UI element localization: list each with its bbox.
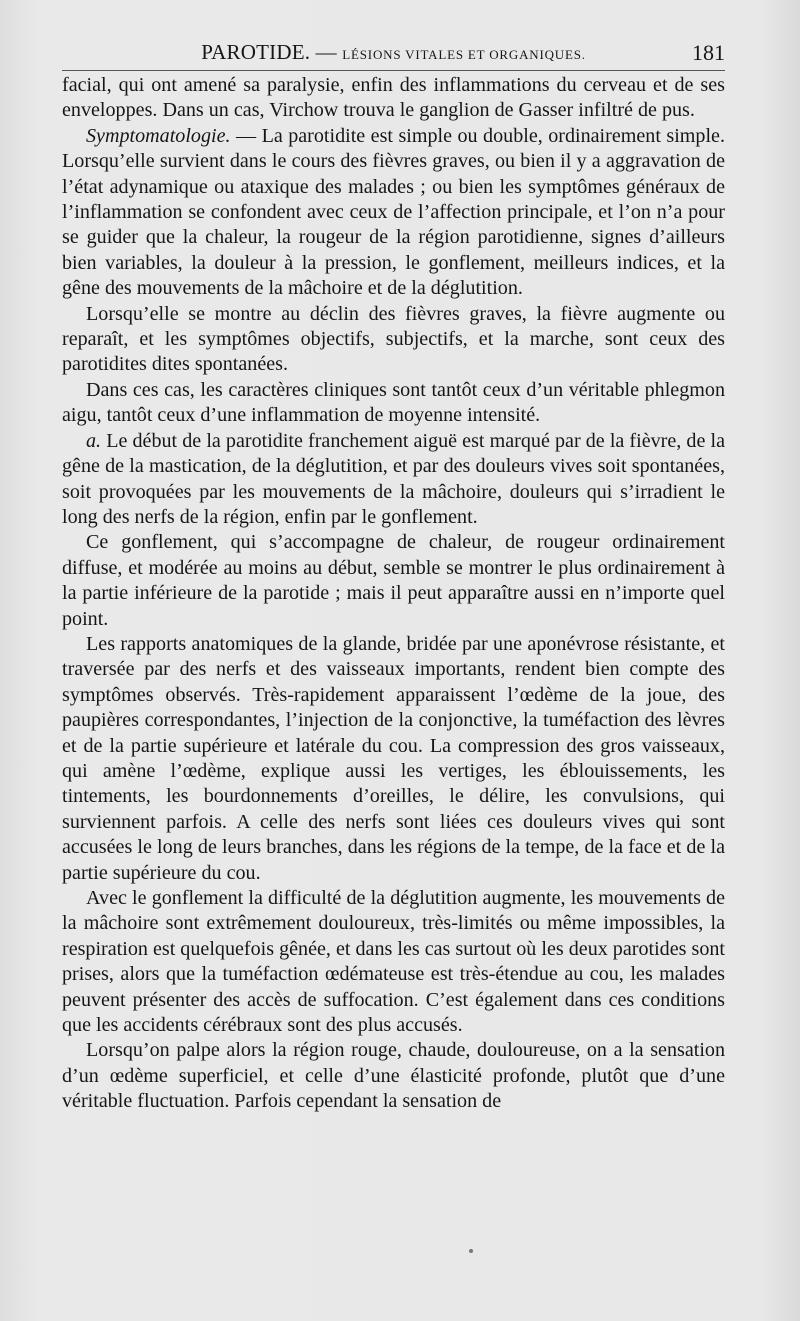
running-title-main: PAROTIDE.	[201, 40, 311, 64]
paragraph-text: Lorsqu’elle se montre au déclin des fièvres graves, la fièvre augmente ou reparaît, et les symptômes objectifs, subjectifs, et la marche, sont ceux des parotidites dites spontanées.	[62, 302, 725, 376]
ink-speck	[469, 1249, 473, 1253]
header-rule	[62, 70, 725, 71]
paragraph	[62, 378, 725, 429]
paragraph	[62, 632, 725, 886]
running-title-dash: —	[315, 40, 337, 64]
paragraph-text: Dans ces cas, les caractères cliniques sont tantôt ceux d’un véritable phlegmon aigu, tantôt ceux d’une inflammation de moyenne intensité.	[62, 378, 725, 427]
list-marker: a.	[86, 429, 102, 452]
paragraph	[62, 886, 725, 1038]
running-head	[62, 40, 725, 70]
page-number: 181	[692, 40, 725, 65]
paragraph	[62, 302, 725, 378]
paragraph-text: facial, qui ont amené sa paralysie, enfin des inflammations du cerveau et de ses enveloppes. Dans un cas, Virchow trouva le ganglion de Gasser infiltré de pus.	[62, 74, 725, 122]
paragraph	[62, 124, 725, 302]
paragraph-text: — La parotidite est simple ou double, ordinairement simple. Lorsqu’elle survient dans le cours des fièvres graves, ou bien il y a aggravation de l’état adynamique ou ataxique des malades ; ou bien les symptômes généraux de l’inflammation se confondent avec ceux de l’affection principale, et l’on n’a pour se guider que la chaleur, la rougeur de la région parotidienne, signes d’ailleurs bien variables, la douleur à la pression, le gonflement, meilleurs indices, et la gêne des mouvements de la mâchoire et de la déglutition.	[62, 124, 725, 300]
paragraph	[62, 530, 725, 632]
paragraph-text: Lorsqu’on palpe alors la région rouge, chaude, douloureuse, on a la sensation d’un œdème superficiel, et celle d’une élasticité profonde, plutôt que d’une véritable fluctuation. Parfois cependant la sensation de	[62, 1039, 725, 1113]
section-heading: Symptomatologie.	[86, 124, 231, 147]
body-text	[62, 73, 725, 1115]
paragraph-text: Ce gonflement, qui s’accompagne de chaleur, de rougeur ordinairement diffuse, et modérée au moins au début, semble se montrer le plus ordinairement à la partie inférieure de la parotide ; mais il peut apparaître aussi en n’importe quel point.	[62, 531, 725, 630]
paragraph	[62, 429, 725, 531]
paragraph-text: Les rapports anatomiques de la glande, bridée par une aponévrose résistante, et traversée par des nerfs et des vaisseaux importants, rendent bien compte des symptômes observés. Très-rapidement apparaissent l’œdème de la joue, des paupières correspondantes, l’injection de la conjonctive, la tuméfaction des lèvres et de la partie supérieure et latérale du cou. La compression des gros vaisseaux, qui amène l’œdème, explique aussi les vertiges, les éblouissements, les tintements, les bourdonnements d’oreilles, le délire, les convulsions, qui surviennent parfois. A celle des nerfs sont liées ces douleurs vives qui sont accusées le long de leurs branches, dans les régions de la tempe, de la face et de la partie supérieure du cou.	[62, 632, 725, 884]
paragraph-text: Le début de la parotidite franchement aiguë est marqué par de la fièvre, de la gêne de la mastication, de la déglutition, et par des douleurs vives soit spontanées, soit provoquées par les mouvements de la mâchoire, douleurs qui s’irradient le long des nerfs de la région, enfin par le gonflement.	[62, 429, 725, 528]
running-title	[62, 40, 725, 65]
paragraph	[62, 73, 725, 124]
running-title-sub: LÉSIONS VITALES ET ORGANIQUES.	[342, 47, 586, 62]
paragraph-text: Avec le gonflement la difficulté de la déglutition augmente, les mouvements de la mâchoire sont extrêmement douloureux, très-limités ou même impossibles, la respiration est quelquefois gênée, et dans les cas surtout où les deux parotides sont prises, alors que la tuméfaction œdémateuse est très-étendue au cou, les malades peuvent présenter des accès de suffocation. C’est également dans ces conditions que les accidents cérébraux sont des plus accusés.	[62, 887, 725, 1037]
paragraph	[62, 1038, 725, 1114]
